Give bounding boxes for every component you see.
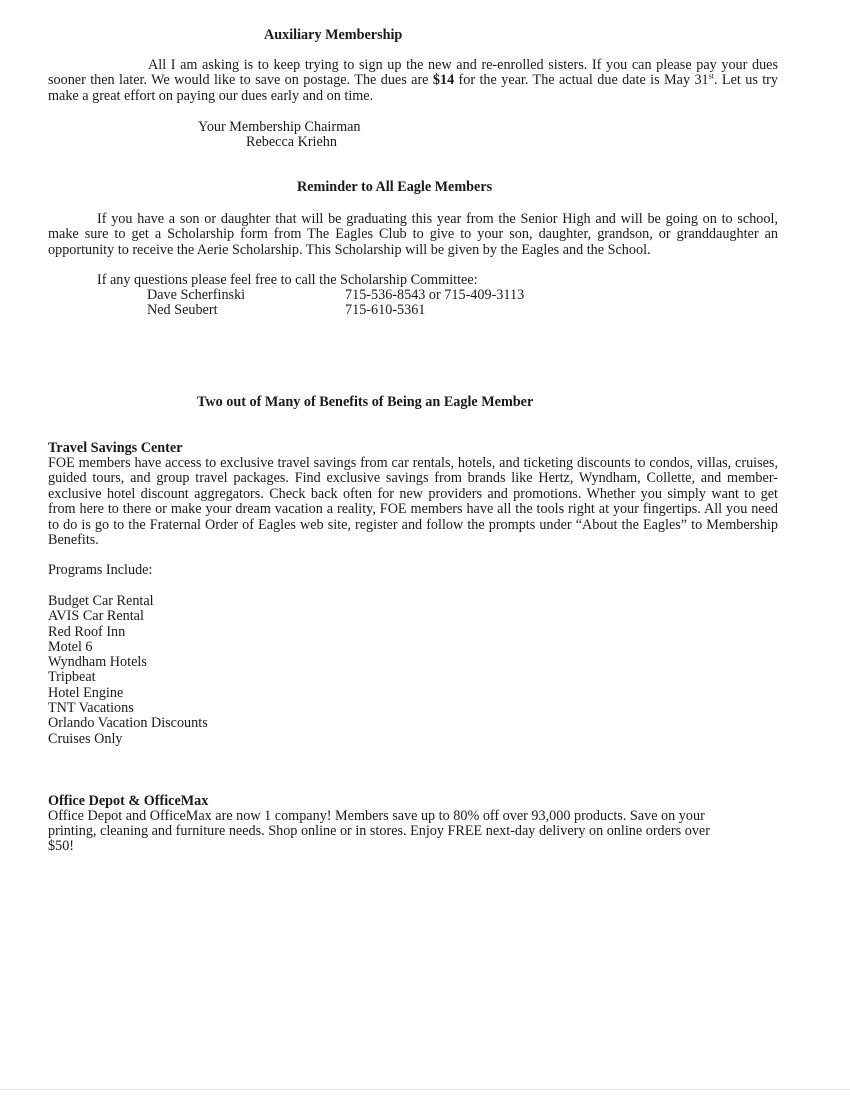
travel-body: FOE members have access to exclusive travel savings from car rentals, hotels, and ticketing discounts to condos, villas, cruises, guided tours, and group travel packages. Find exclusive savings from brands like Hertz, Wyndham, Collette, and member-exclusive hotel discount aggregators. Check back often for new providers and promotions. Whether you simply want to get from here to there or make your dream vacation a reality, FOE members have all the tools right at your fingertips. All you need to do is go to the Fraternal Order of Eagles web site, register and follow the prompts under “About the Eagles” to Membership Benefits. (48, 455, 778, 549)
travel-heading: Travel Savings Center (48, 440, 183, 456)
signature-role: Your Membership Chairman (198, 119, 361, 135)
programs-list (48, 594, 208, 747)
office-heading: Office Depot & OfficeMax (48, 793, 209, 809)
list-item: AVIS Car Rental (48, 608, 144, 625)
list-item: Cruises Only (48, 730, 123, 747)
contact-phone: 715-536-8543 or 715-409-3113 (345, 287, 525, 303)
signature-name: Rebecca Kriehn (246, 134, 337, 150)
auxiliary-body-middle: for the year. The actual due date is May 31 (454, 72, 709, 89)
contact-name: Ned Seubert (147, 302, 218, 318)
list-item: Tripbeat (48, 669, 96, 686)
office-body-line: Office Depot and OfficeMax are now 1 company! Members save up to 80% off over 93,000 products. Save on your (48, 808, 705, 824)
list-item: Wyndham Hotels (48, 654, 147, 671)
programs-label: Programs Include: (48, 562, 153, 578)
list-item: Budget Car Rental (48, 593, 154, 609)
auxiliary-body-start: All I am asking is to keep trying to sign up the new and re-enrolled sisters. If you can please pay your dues sooner then later. We would like to save on postage. The dues are (48, 57, 778, 89)
list-item: Red Roof Inn (48, 623, 126, 640)
benefits-title: Two out of Many of Benefits of Being an Eagle Member (197, 394, 534, 410)
scholarship-questions: If any questions please feel free to call the Scholarship Committee: (97, 272, 478, 288)
list-item: TNT Vacations (48, 700, 134, 717)
auxiliary-body (48, 58, 778, 104)
contact-name: Dave Scherfinski (147, 287, 246, 303)
date-suffix: st (708, 71, 714, 81)
reminder-body: If you have a son or daughter that will be graduating this year from the Senior High and will be going on to school, make sure to get a Scholarship form from The Eagles Club to give to your son, daughter, grandson, or granddaughter an opportunity to receive the Aerie Scholarship. This Scholarship will be given by the Eagles and the School. (48, 211, 778, 258)
list-item: Orlando Vacation Discounts (48, 715, 208, 732)
contact-phone: 715-610-5361 (345, 302, 426, 318)
page-bottom-edge (0, 1089, 850, 1090)
auxiliary-title: Auxiliary Membership (264, 27, 403, 43)
office-body-line: printing, cleaning and furniture needs. Shop online or in stores. Enjoy FREE next-day delivery on online orders over (48, 823, 710, 839)
dues-amount: $14 (432, 72, 455, 89)
list-item: Motel 6 (48, 638, 93, 655)
reminder-title: Reminder to All Eagle Members (297, 179, 493, 195)
office-body-line: $50! (48, 838, 75, 854)
auxiliary-body-end: . Let us try make a great effort on paying our dues early and on time. (48, 72, 779, 104)
list-item: Hotel Engine (48, 684, 124, 701)
